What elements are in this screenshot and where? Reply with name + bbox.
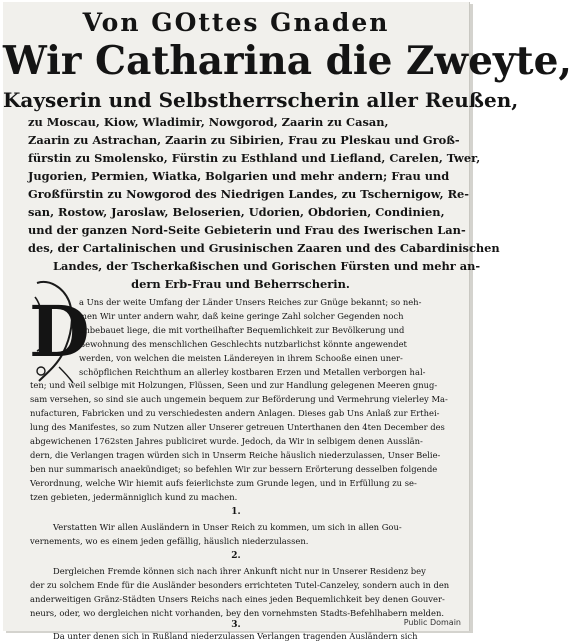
body-line: anderweitigen Gränz-Städten Unsers Reichs nach eines jeden Bequemlichkeit bey denen Gouver- [30,594,445,604]
body-line: abgewichenen 1762sten Jahres publiciret wurde. Jedoch, da Wir in selbigem denen Ausslän- [30,436,423,446]
manifesto-page [3,2,572,641]
title-line: Jugorien, Permien, Wiatka, Bolgarien und mehr andern; Frau und [28,169,450,183]
header-line-2: Wir Catharina die Zweyte, [3,38,572,84]
body-line: schöpflichen Reichthum an allerley kostbaren Erzen und Metallen verborgen hal- [79,367,426,377]
ornamental-initial: D [29,277,77,387]
title-line: san, Rostow, Jaroslaw, Beloserien, Udorien, Obdorien, Condinien, [28,205,445,219]
title-line: Landes, der Tscherkaßischen und Gorischen Fürsten und mehr an- [53,259,481,273]
body-line: Bewohnung des menschlichen Geschlechts nutzbarlichst könnte angewendet [79,339,407,349]
title-line: fürstin zu Smolensko, Fürstin zu Esthland und Liefland, Carelen, Twer, [28,151,481,165]
body-line: sam versehen, so sind sie auch ungemein bequem zur Beförderung und Vermehrung vielerley Ma- [30,394,448,404]
body-line: men Wir unter andern wahr, daß keine geringe Zahl solcher Gegenden noch [79,311,404,321]
section-number: 1. [231,507,241,517]
body-line: lung des Manifestes, so zum Nutzen aller Unserer getreuen Unterthanen den 4ten December des [30,422,445,432]
body-line: Dergleichen Fremde können sich nach ihrer Ankunft nicht nur in Unserer Residenz bey [53,566,426,576]
body-line: der zu solchem Ende für die Ausländer besonders errichteten Tutel-Canzeley, sondern auch in den [30,580,450,590]
body-line: unbebauet liege, die mit vortheilhafter Bequemlichkeit zur Bevölkerung und [79,325,405,335]
body-line: Da unter denen sich in Rußland niederzulassen Verlangen tragenden Ausländern sich [53,631,418,641]
body-line: nufacturen, Fabricken und zu verschiedesten andern Anlagen. Dieses gab Uns Anlaß zur Erthei- [30,408,440,418]
body-line: Verordnung, welche Wir hiemit aufs feierlichste zum Grunde legen, und in Erfüllung zu se- [30,478,417,488]
header-line-3: Kayserin und Selbstherrscherin aller Reußen, [3,88,519,112]
public-domain-watermark: Public Domain [403,618,461,627]
header-line-1: Von GOttes Gnaden [82,8,390,37]
body-line: Verstatten Wir allen Ausländern in Unser Reich zu kommen, um sich in allen Gou- [53,522,402,532]
body-line: tzen gebieten, jedermänniglich kund zu machen. [30,492,238,502]
title-line: Großfürstin zu Nowgorod des Niedrigen Landes, zu Tschernigow, Re- [28,187,470,201]
body-line: ben nur summarisch anaekündiget; so befehlen Wir zur bessern Erörterung desselben folgende [30,464,438,474]
title-line: dern Erb-Frau und Beherrscherin. [131,277,350,291]
section-number: 2. [231,551,241,561]
title-line: und der ganzen Nord-Seite Gebieterin und Frau des Iwerischen Lan- [28,223,466,237]
body-line: werden, von welchen die meisten Ländereyen in ihrem Schooße einen uner- [79,353,403,363]
title-line: Zaarin zu Astrachan, Zaarin zu Sibirien, Frau zu Pleskau und Groß- [28,133,460,147]
body-line: a Uns der weite Umfang der Länder Unsers Reiches zur Gnüge bekannt; so neh- [79,297,422,307]
body-line: ten; und weil selbige mit Holzungen, Flüssen, Seen und zur Handlung gelegenen Meeren gnug- [30,380,438,390]
title-line: des, der Cartalinischen und Grusinischen Zaaren und des Cabardinischen [28,241,500,255]
body-line: vernements, wo es einem jeden gefällig, häuslich niederzulassen. [30,536,309,546]
body-line: dern, die Verlangen tragen würden sich in Unserm Reiche häuslich niederzulassen, Unser Belie- [30,450,441,460]
section-number: 3. [231,620,241,630]
title-line: zu Moscau, Kiow, Wladimir, Nowgorod, Zaarin zu Casan, [28,115,389,129]
body-line: neurs, oder, wo dergleichen nicht vorhanden, bey den vornehmsten Stadts-Befehlhabern melden. [30,608,445,618]
